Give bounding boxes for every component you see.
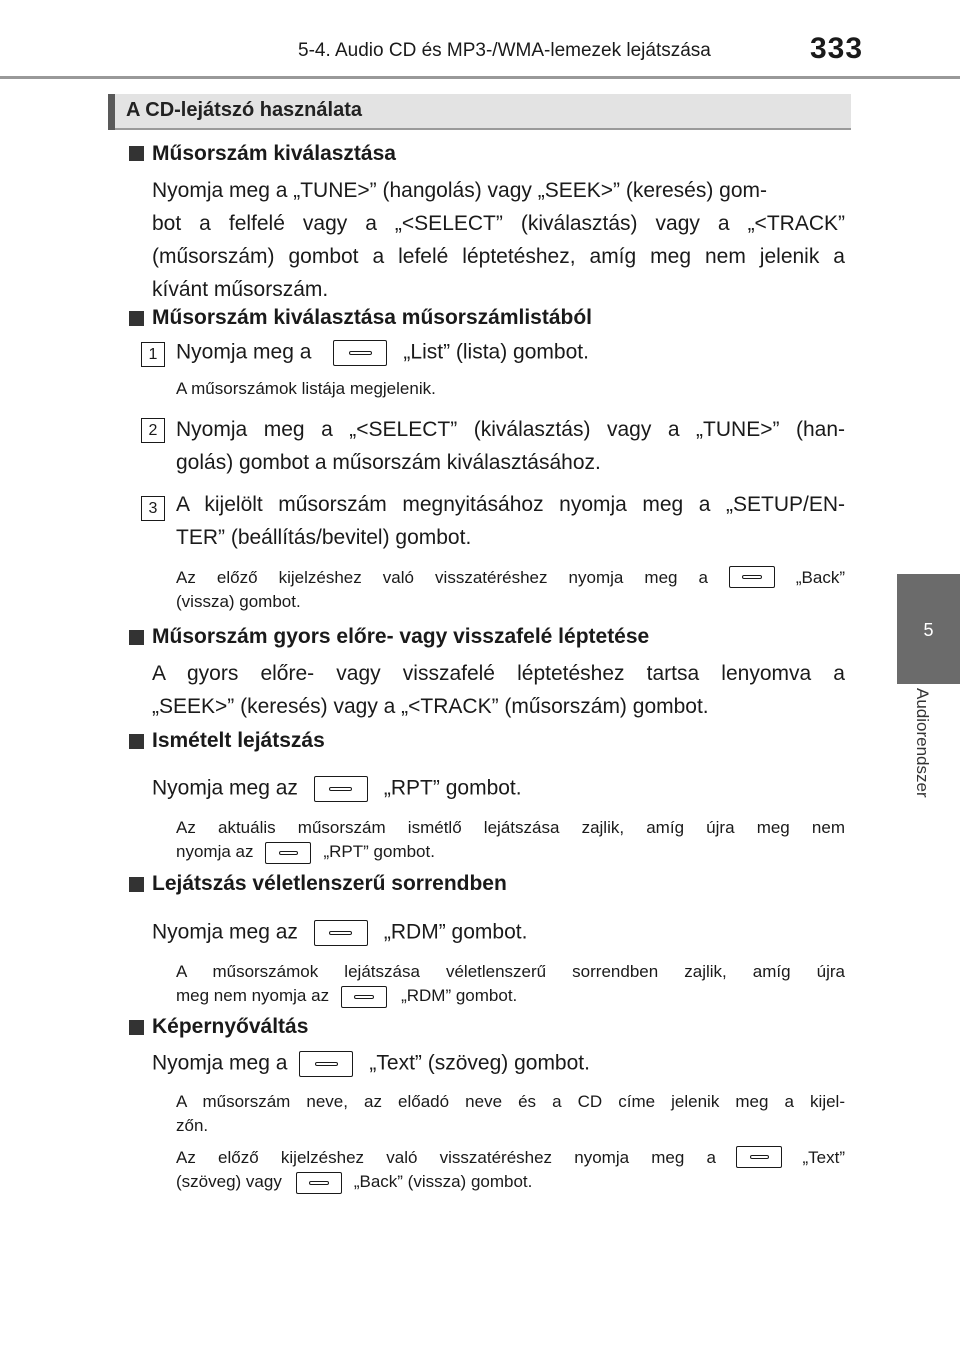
note-post: „Text” bbox=[802, 1148, 845, 1167]
note-pre: (szöveg) vagy bbox=[176, 1172, 282, 1191]
text-line bbox=[176, 446, 845, 479]
section-title: A CD-lejátszó használata bbox=[126, 99, 362, 121]
note-line: (vissza) gombot. bbox=[176, 592, 301, 611]
bullet-square bbox=[129, 311, 144, 326]
note-line bbox=[176, 840, 845, 864]
display-post: „Text” (szöveg) gombot. bbox=[369, 1051, 590, 1075]
text-line bbox=[152, 174, 845, 207]
text-line bbox=[176, 521, 845, 554]
subheading-fast-step: Műsorszám gyors előre- vagy visszafelé léptetése bbox=[152, 625, 650, 648]
bullet-square bbox=[129, 734, 144, 749]
text-line bbox=[176, 488, 845, 521]
step3-text bbox=[176, 488, 845, 554]
text-line-content: A gyors előre- vagy visszafelé léptetéshez tartsa lenyomva a bbox=[152, 662, 845, 685]
note-line bbox=[176, 566, 845, 590]
text-line-content: kívánt műsorszám. bbox=[152, 278, 329, 301]
text-line-content: golás) gombot a műsorszám kiválasztásához. bbox=[176, 451, 601, 474]
note-line bbox=[176, 1146, 845, 1170]
softkey-rpt-button-icon[interactable] bbox=[314, 776, 368, 802]
random-instruction bbox=[152, 920, 527, 946]
random-note bbox=[176, 960, 845, 1008]
header-title: 5-4. Audio CD és MP3-/WMA-lemezek lejátszása bbox=[298, 40, 711, 61]
text-line bbox=[152, 207, 845, 240]
paragraph-track-select bbox=[152, 174, 845, 306]
softkey-back-button-icon[interactable] bbox=[729, 566, 775, 588]
display-note-1 bbox=[176, 1090, 845, 1138]
step-number-2: 2 bbox=[141, 418, 165, 443]
note-line: zőn. bbox=[176, 1116, 209, 1135]
text-line-content: „SEEK>” (keresés) vagy a „<TRACK” (műsorszám) gombot. bbox=[152, 695, 709, 718]
note-post: „RPT” gombot. bbox=[323, 842, 435, 861]
softkey-text-button-icon[interactable] bbox=[299, 1051, 353, 1077]
repeat-note bbox=[176, 816, 845, 864]
page-number: 333 bbox=[810, 32, 864, 65]
section-accent bbox=[108, 94, 115, 130]
step-number-1: 1 bbox=[141, 342, 165, 367]
note-line bbox=[176, 1090, 845, 1114]
note-line-content: A műsorszám neve, az előadó neve és a CD címe jelenik meg a kijel- bbox=[176, 1092, 845, 1111]
chapter-number: 5 bbox=[923, 620, 934, 640]
text-line bbox=[176, 413, 845, 446]
softkey-text-button-icon[interactable] bbox=[736, 1146, 782, 1168]
repeat-instruction bbox=[152, 776, 522, 802]
display-pre: Nyomja meg a bbox=[152, 1051, 288, 1075]
note-post: „Back” bbox=[795, 568, 845, 587]
note-line-content: Az aktuális műsorszám ismétlő lejátszása zajlik, amíg újra meg nem bbox=[176, 818, 845, 837]
repeat-post: „RPT” gombot. bbox=[383, 776, 522, 800]
paragraph-fast-step bbox=[152, 657, 845, 723]
random-pre: Nyomja meg az bbox=[152, 920, 298, 944]
subheading-random: Lejátszás véletlenszerű sorrendben bbox=[152, 872, 507, 895]
note-line-content: A műsorszámok lejátszása véletlenszerű sorrendben zajlik, amíg újra bbox=[176, 962, 845, 981]
subheading-display-switch: Képernyőváltás bbox=[152, 1015, 309, 1038]
note-post: „Back” (vissza) gombot. bbox=[353, 1172, 533, 1191]
subheading-repeat: Ismételt lejátszás bbox=[152, 729, 325, 752]
text-line-content: TER” (beállítás/bevitel) gombot. bbox=[176, 526, 472, 549]
bullet-square bbox=[129, 630, 144, 645]
chapter-label-text: Audiorendszer bbox=[913, 688, 932, 798]
note-line bbox=[176, 1170, 845, 1194]
note-line bbox=[176, 960, 845, 984]
softkey-rdm-button-icon[interactable] bbox=[314, 920, 368, 946]
step1-pre: Nyomja meg a bbox=[176, 340, 312, 364]
subheading-track-select: Műsorszám kiválasztása bbox=[152, 142, 396, 165]
note-pre: Az előző kijelzéshez való visszatéréshez nyomja meg a bbox=[176, 1148, 716, 1167]
note-pre: nyomja az bbox=[176, 842, 254, 861]
note-line bbox=[176, 984, 845, 1008]
step1-text bbox=[176, 340, 589, 366]
softkey-rpt-button-icon[interactable] bbox=[265, 842, 311, 864]
step2-text bbox=[176, 413, 845, 479]
display-note-2 bbox=[176, 1146, 845, 1194]
softkey-list-button-icon[interactable] bbox=[333, 340, 387, 366]
note-pre: meg nem nyomja az bbox=[176, 986, 330, 1005]
step1-note: A műsorszámok listája megjelenik. bbox=[176, 379, 436, 398]
step3-note bbox=[176, 566, 845, 614]
step-number-3: 3 bbox=[141, 496, 165, 521]
softkey-back-button-icon[interactable] bbox=[296, 1172, 342, 1194]
note-line bbox=[176, 816, 845, 840]
text-line bbox=[152, 657, 845, 690]
text-line bbox=[152, 273, 845, 306]
note-post: „RDM” gombot. bbox=[401, 986, 518, 1005]
repeat-pre: Nyomja meg az bbox=[152, 776, 298, 800]
header-rule bbox=[0, 76, 960, 79]
display-instruction bbox=[152, 1051, 590, 1077]
random-post: „RDM” gombot. bbox=[383, 920, 528, 944]
bullet-square bbox=[129, 146, 144, 161]
text-line-content: A kijelölt műsorszám megnyitásához nyomja meg a „SETUP/EN- bbox=[176, 493, 845, 516]
bullet-square bbox=[129, 1020, 144, 1035]
text-line bbox=[152, 240, 845, 273]
text-line bbox=[152, 690, 845, 723]
subheading-track-list: Műsorszám kiválasztása műsorszámlistából bbox=[152, 306, 593, 329]
text-line-content: Nyomja meg a „TUNE>” (hangolás) vagy „SEEK>” (keresés) gom- bbox=[152, 179, 768, 202]
softkey-rdm-button-icon[interactable] bbox=[341, 986, 387, 1008]
note-pre: Az előző kijelzéshez való visszatéréshez nyomja meg a bbox=[176, 568, 708, 587]
text-line-content: Nyomja meg a „<SELECT” (kiválasztás) vagy a „TUNE>” (han- bbox=[176, 418, 845, 441]
text-line-content: bot a felfelé vagy a „<SELECT” (kiválasztás) vagy a „<TRACK” bbox=[152, 212, 845, 235]
step1-post: „List” (lista) gombot. bbox=[403, 340, 589, 364]
text-line-content: (műsorszám) gombot a lefelé léptetéshez, amíg meg nem jelenik a bbox=[152, 245, 845, 268]
section-title-bar bbox=[108, 94, 851, 130]
chapter-label bbox=[910, 688, 934, 828]
bullet-square bbox=[129, 877, 144, 892]
